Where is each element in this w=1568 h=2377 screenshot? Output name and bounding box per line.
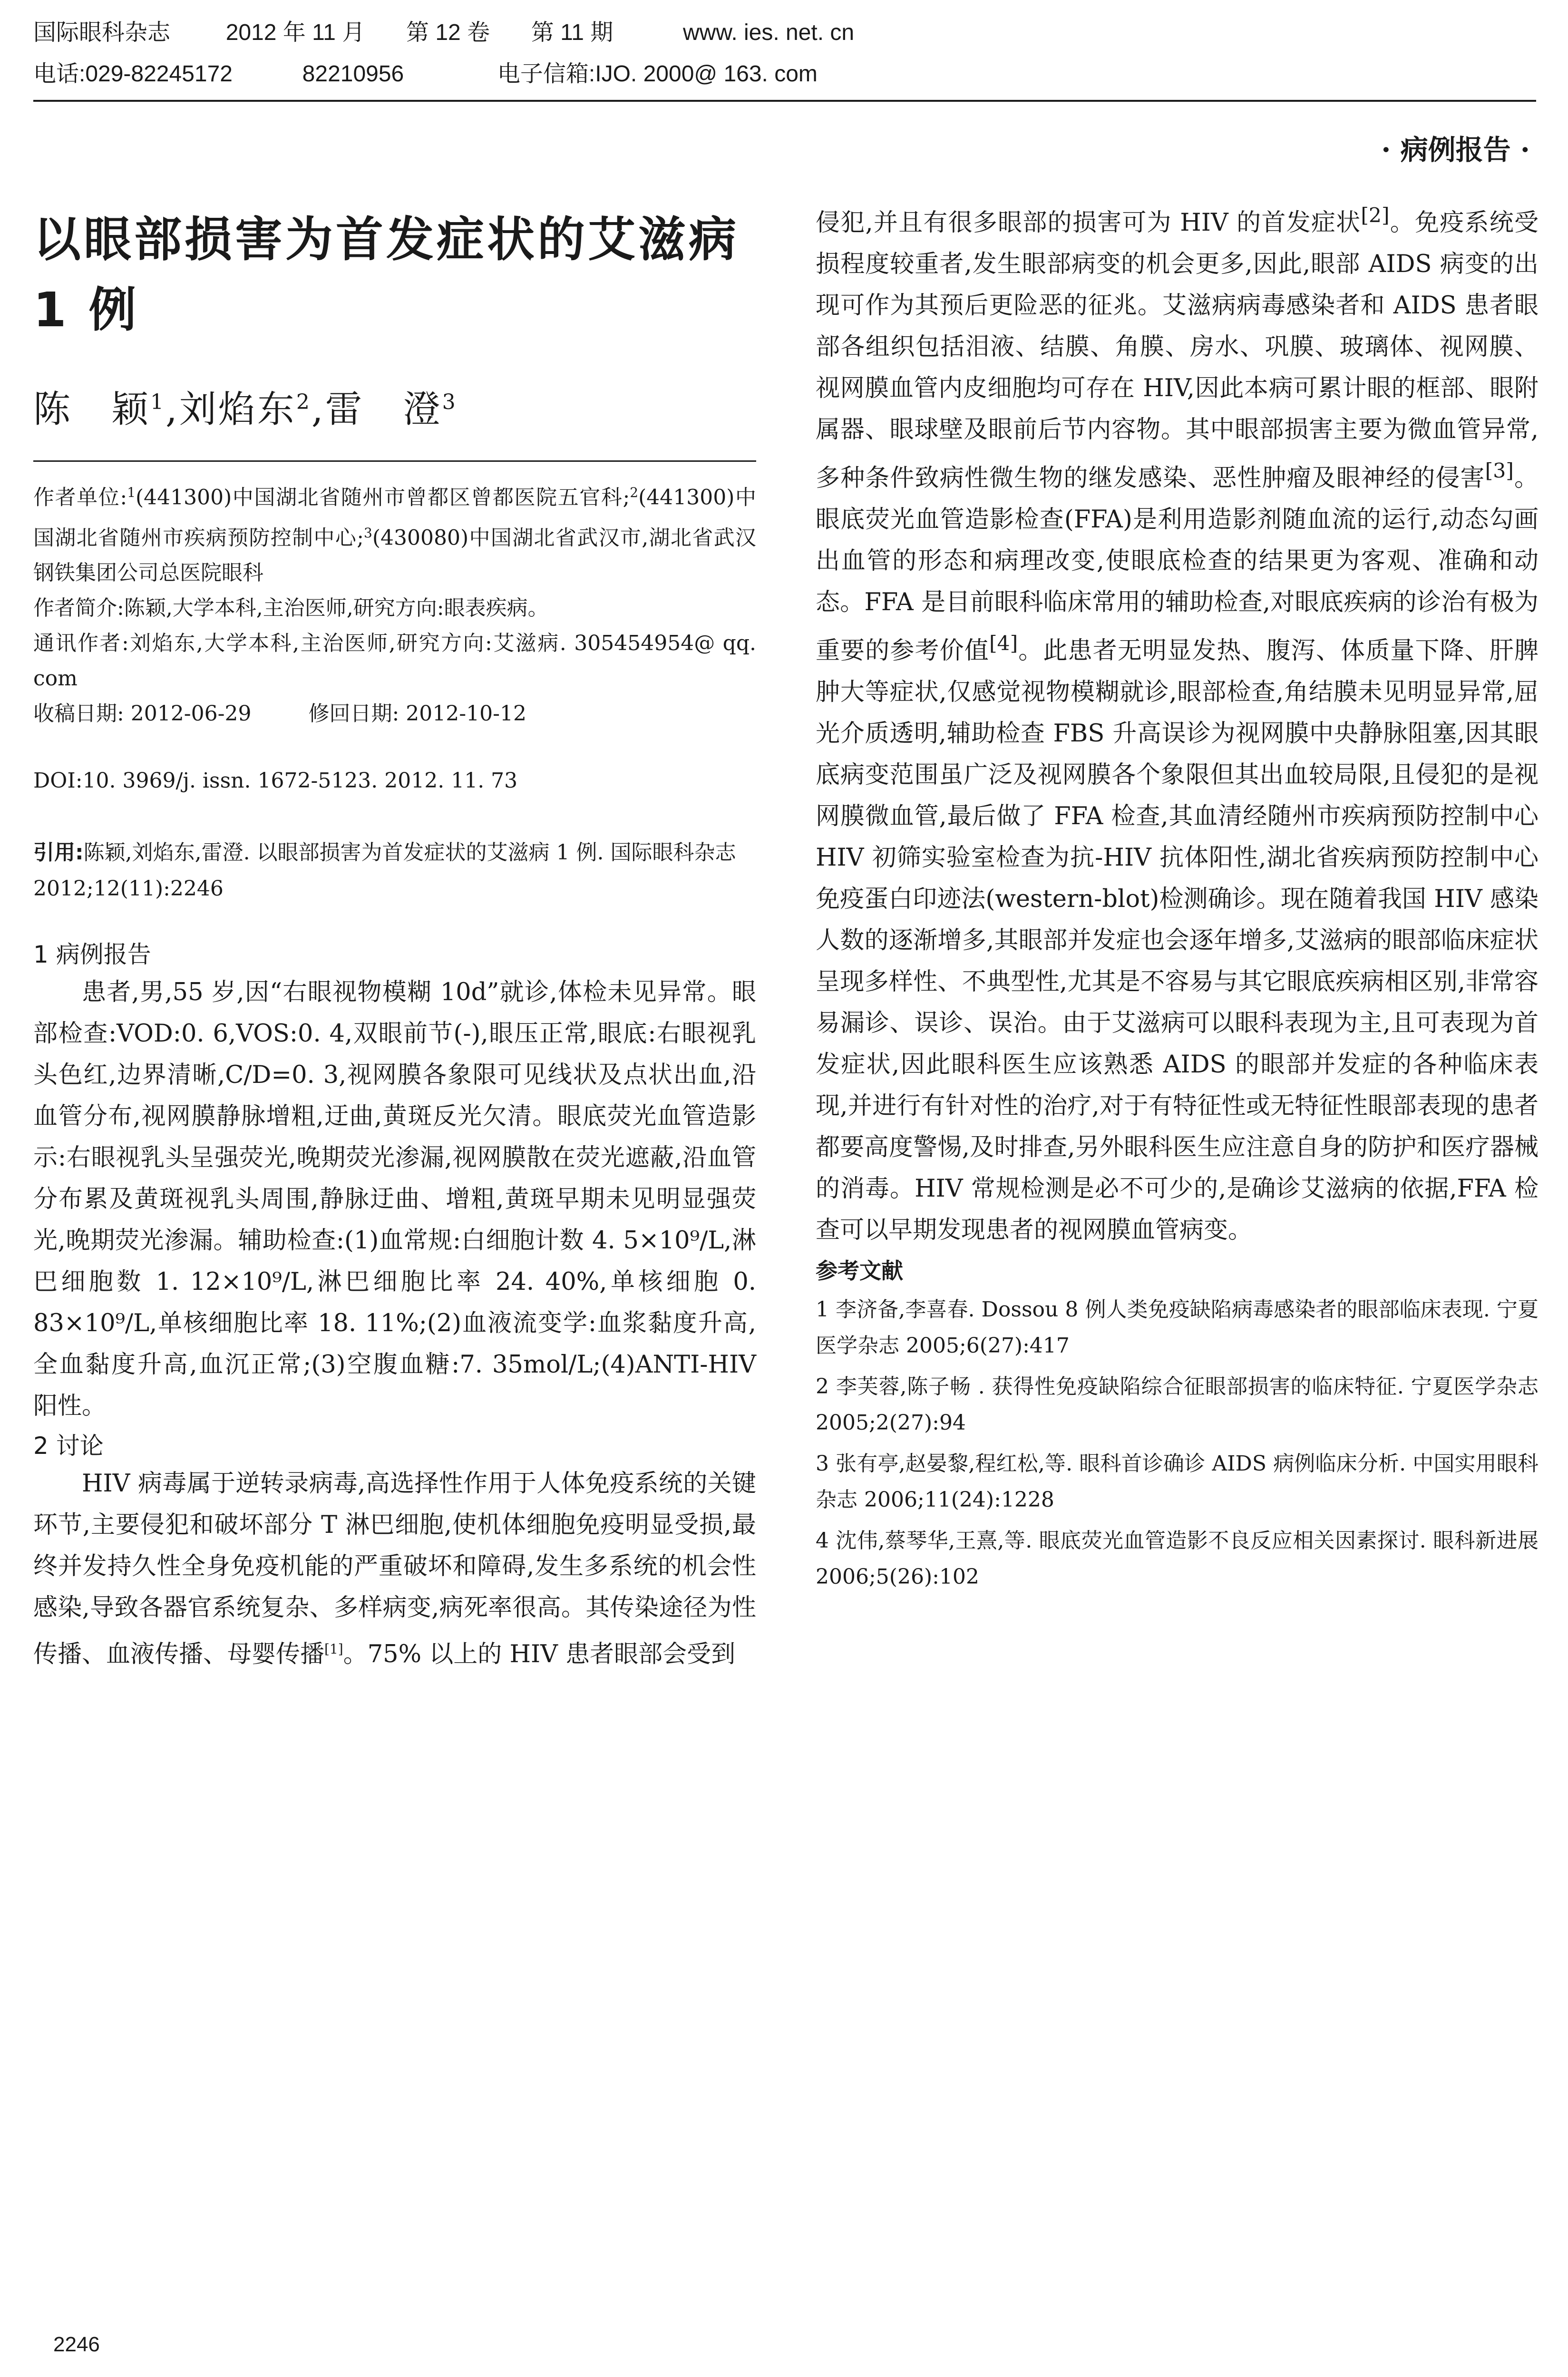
received-date: 收稿日期: 2012-06-29 [33,701,252,726]
affiliations [33,475,756,591]
article-title: 以眼部损害为首发症状的艾滋病 1 例 [33,212,739,338]
author-affiliation-mark: 1 [150,390,166,414]
author-name: 刘焰东 [179,388,296,431]
author-separator: , [311,388,325,431]
author-affiliation-mark: 2 [296,390,312,414]
email: 电子信箱:IJO. 2000@ 163. com [497,61,818,87]
affiliation-mark: 1 [127,485,136,500]
discussion-text: 侵犯,并且有很多眼部的损害可为 HIV 的首发症状 [816,209,1361,237]
author-name: 陈 颖 [33,388,151,431]
affiliation-text: (441300)中国湖北省随州市疾病预防控制中心; [33,485,757,550]
reference-mark: [2] [1361,204,1390,227]
discussion-continued [816,195,1539,1251]
author-list [33,380,756,433]
citation-text: 陈颖,刘焰东,雷澄. 以眼部损害为首发症状的艾滋病 1 例. 国际眼科杂志 2012;12(11):2246 [33,840,736,901]
discussion-heading: 2 讨论 [33,1432,104,1460]
doi: DOI:10. 3969/j. issn. 1672-5123. 2012. 11. 73 [33,769,518,793]
page-number: 2246 [53,2333,100,2356]
issue-number: 第 11 期 [531,20,614,45]
running-header-line-2 [33,63,818,86]
reference-item: 3 张有亭,赵晏黎,程红松,等. 眼科首诊确诊 AIDS 病例临床分析. 中国实用眼科杂志 2006;11(24):1228 [816,1452,1539,1512]
issue-date: 2012 年 11 月 [225,20,365,45]
affiliation-mark: 3 [364,525,372,541]
reference-item: 1 李济备,李喜春. Dossou 8 例人类免疫缺陷病毒感染者的眼部临床表现. 宁夏医学杂志 2005;6(27):417 [816,1297,1539,1358]
running-header-line-1 [33,21,854,44]
discussion-text: 。75% 以上的 HIV 患者眼部会受到 [343,1640,736,1669]
citation-label: 引用: [33,840,84,865]
journal-name: 国际眼科杂志 [33,20,171,45]
discussion-text: 。免疫系统受损程度较重者,发生眼部病变的机会更多,因此,眼部 AIDS 病变的出现可作为其预后更险恶的征兆。艾滋病病毒感染者和 AIDS 患者眼部各组织包括泪液、结膜、角膜、房水、巩膜、玻璃体、视网膜、视网膜血管内皮细胞均可存在 HIV,因此本病可累计眼的框部、眼附属器、眼球壁及眼前后节内容物。其中眼部损害主要为微血管异常,多种条件致病性微生物的继发感染、恶性肿瘤及眼神经的侵害 [816,209,1539,492]
reference-item: 2 李芙蓉,陈子畅 . 获得性免疫缺陷综合征眼部损害的临床特征. 宁夏医学杂志 2005;2(27):94 [816,1374,1539,1435]
discussion-text: HIV 病毒属于逆转录病毒,高选择性作用于人体免疫系统的关键环节,主要侵犯和破坏部分 T 淋巴细胞,使机体细胞免疫明显受损,最终并发持久性全身免疫机能的严重破坏和障碍,发生多系统的机会性感染,导致各器官系统复杂、多样病变,病死率很高。其传染途径为性传播、血液传播、母婴传播 [33,1470,756,1669]
discussion-paragraph [33,1463,756,1675]
article-metadata [33,475,756,731]
discussion-text: 。此患者无明显发热、腹泻、体质量下降、肝脾肿大等症状,仅感觉视物模糊就诊,眼部检查,角结膜未见明显异常,屈光介质透明,辅助检查 FBS 升高误诊为视网膜中央静脉阻塞,因其眼底病变范围虽广泛及视网膜各个象限但其出血较局限,且侵犯的是视网膜微血管,最后做了 FFA 检查,其血清经随州市疾病预防控制中心 HIV 初筛实验室检查为抗-HIV 抗体阳性,湖北省疾病预防控制中心免疫蛋白印迹法(western-blot)检测确诊。现在随着我国 HIV 感染人数的逐渐增多,其眼部并发症也会逐年增多,艾滋病的眼部临床症状呈现多样性、不典型性,尤其是不容易与其它眼底疾病相区别,非常容易漏诊、误诊、误治。由于艾滋病可以眼科表现为主,且可表现为首发症状,因此眼科医生应该熟悉 AIDS 的眼部并发症的各种临床表现,并进行有针对性的治疗,对于有特征性或无特征性眼部表现的患者都要高度警惕,及时排查,另外眼科医生应注意自身的防护和医疗器械的消毒。HIV 常规检测是必不可少的,是确诊艾滋病的依据,FFA 检查可以早期发现患者的视网膜血管病变。 [816,637,1539,1244]
phone-2: 82210956 [302,61,404,87]
reference-mark: [4] [989,632,1018,655]
author-affiliation-mark: 3 [442,390,458,414]
citation [33,835,756,907]
references-heading: 参考文献 [816,1258,903,1284]
discussion-text: 。眼底荧光血管造影检查(FFA)是利用造影剂随血流的运行,动态勾画出血管的形态和病理改变,使眼底检查的结果更为客观、准确和动态。FFA 是目前眼科临床常用的辅助检查,对眼底疾病的诊治有极为重要的参考价值 [816,464,1539,665]
dates [33,696,756,731]
revised-date: 修回日期: 2012-10-12 [308,701,526,726]
reference-mark: [1] [324,1641,343,1657]
corresponding-author: 通讯作者:刘焰东,大学本科,主治医师,研究方向:艾滋病. 305454954@ qq. com [33,631,756,691]
case-report-heading: 1 病例报告 [33,941,151,969]
reference-list [816,1292,1539,1595]
left-column [33,195,756,1675]
section-tag: · 病例报告 · [1381,134,1530,166]
reference-mark: [3] [1485,459,1514,483]
author-name: 雷 澄 [325,388,442,431]
affiliation-mark: 2 [630,485,639,500]
right-column [816,195,1539,1600]
case-report-paragraph: 患者,男,55 岁,因“右眼视物模糊 10d”就诊,体检未见异常。眼部检查:VOD:0. 6,VOS:0. 4,双眼前节(-),眼压正常,眼底:右眼视乳头色红,边界清晰,C/D=0. 3,视网膜各象限可见线状及点状出血,沿血管分布,视网膜静脉增粗,迂曲,黄斑反光欠清。眼底荧光血管造影示:右眼视乳头呈强荧光,晚期荧光渗漏,视网膜散在荧光遮蔽,沿血管分布累及黄斑视乳头周围,静脉迂曲、增粗,黄斑早期未见明显强荧光,晚期荧光渗漏。辅助检查:(1)血常规:白细胞计数 4. 5×10⁹/L,淋巴细胞数 1. 12×10⁹/L,淋巴细胞比率 24. 40%,单核细胞 0. 83×10⁹/L,单核细胞比率 18. 11%;(2)血液流变学:血浆黏度升高,全血黏度升高,血沉正常;(3)空腹血糖:7. 35mol/L;(4)ANTI-HIV 阳性。 [33,978,756,1421]
authors-rule [33,460,756,462]
header-rule [33,100,1536,102]
affiliation-label: 作者单位: [33,485,127,510]
journal-website: www. ies. net. cn [682,20,855,45]
author-separator: , [166,388,179,431]
author-introduction: 作者简介:陈颖,大学本科,主治医师,研究方向:眼表疾病。 [33,596,549,621]
phone: 电话:029-82245172 [33,61,233,87]
volume: 第 12 卷 [406,20,490,45]
affiliation-text: (441300)中国湖北省随州市曾都区曾都医院五官科; [136,485,630,510]
affiliation-text: (430080)中国湖北省武汉市,湖北省武汉钢铁集团公司总医院眼科 [33,526,756,585]
reference-item: 4 沈伟,蔡琴华,王熹,等. 眼底荧光血管造影不良反应相关因素探讨. 眼科新进展 2006;5(26):102 [816,1529,1539,1589]
